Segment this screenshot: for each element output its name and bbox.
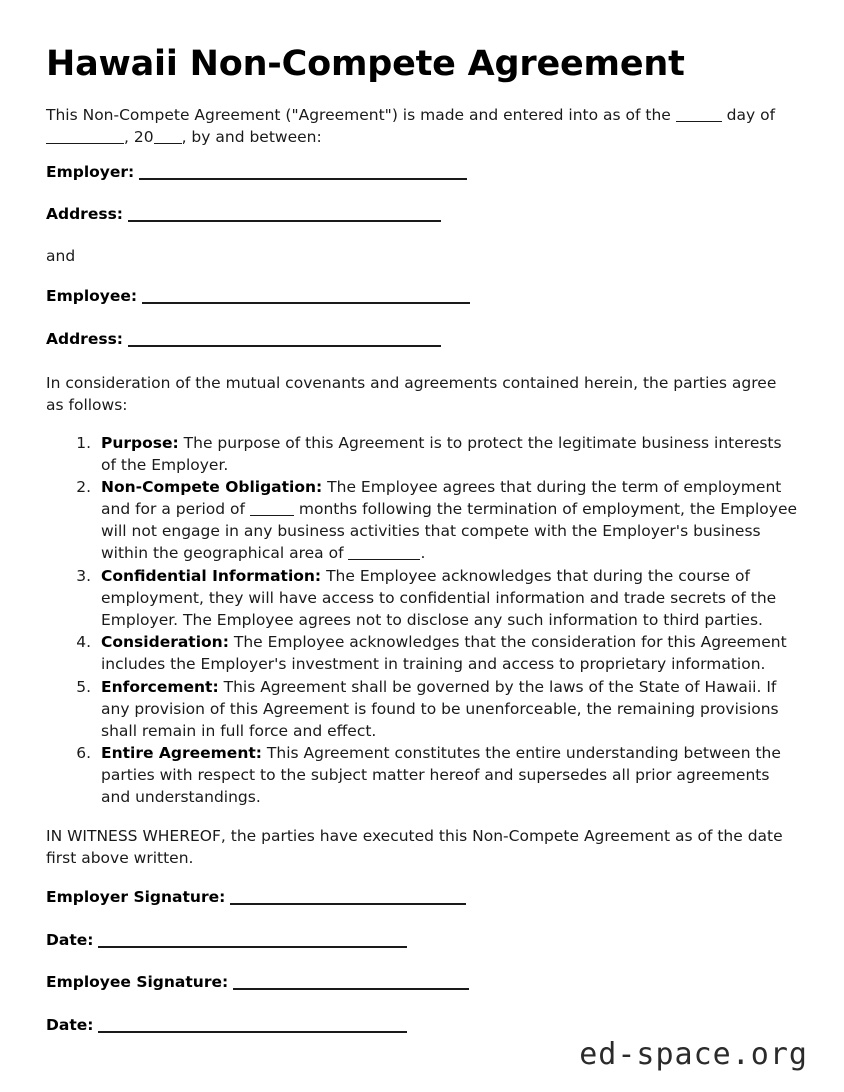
field-label-employer: Employer: — [46, 162, 135, 181]
list-item — [96, 676, 798, 742]
list-item — [96, 742, 798, 808]
term-heading-non-compete: Non-Compete Obligation: — [101, 478, 323, 497]
field-blank-employee[interactable] — [142, 302, 470, 304]
term-text-consideration: The Employee acknowledges that the consideration for this Agreement includes the Employer's investment in training and access to proprietary information. — [101, 633, 787, 674]
field-blank-employee-signature[interactable] — [233, 988, 469, 990]
intro-text-part3: , 20 — [124, 127, 154, 146]
field-label-employee-date: Date: — [46, 1016, 94, 1035]
page-title: Hawaii Non-Compete Agreement — [46, 44, 685, 84]
term-heading-enforcement: Enforcement: — [101, 677, 219, 696]
intro-text-part2: day of — [721, 105, 776, 124]
term-text-confidential: The Employee acknowledges that during the course of employment, they will have access to confidential information and trade secrets of the Employer. The Employee agrees not to disclose any such information to third parties. — [101, 566, 777, 629]
field-employer-address — [46, 204, 798, 226]
signature-block — [46, 887, 798, 1037]
field-label-employer-date: Date: — [46, 930, 94, 949]
term-text-enforcement: This Agreement shall be governed by the laws of the State of Hawaii. If any provision of this Agreement is found to be unenforceable, the remaining provisions shall remain in full force and effect. — [101, 677, 779, 740]
field-blank-employee-address[interactable] — [128, 345, 441, 347]
intro-text-part4: , by and between: — [181, 127, 322, 146]
blank-month — [46, 143, 124, 144]
term-heading-purpose: Purpose: — [101, 433, 179, 452]
terms-list — [46, 432, 798, 809]
term-heading-entire-agreement: Entire Agreement: — [101, 744, 262, 763]
field-label-employer-address: Address: — [46, 205, 123, 224]
term-heading-confidential: Confidential Information: — [101, 566, 322, 585]
term-heading-consideration: Consideration: — [101, 633, 229, 652]
list-item — [96, 565, 798, 631]
field-employee-date — [46, 1015, 798, 1037]
field-employer-date — [46, 930, 798, 952]
field-employee — [46, 286, 798, 308]
field-employee-address — [46, 329, 798, 351]
field-employer — [46, 162, 798, 184]
field-blank-employer[interactable] — [139, 178, 467, 180]
blank-year — [154, 143, 182, 144]
witness-paragraph: IN WITNESS WHEREOF, the parties have executed this Non-Compete Agreement as of the date first above written. — [46, 827, 783, 868]
consideration-paragraph: In consideration of the mutual covenants and agreements contained herein, the parties agree as follows: — [46, 373, 777, 414]
field-label-employee-address: Address: — [46, 329, 123, 348]
term-text-entire-agreement: This Agreement constitutes the entire understanding between the parties with respect to the subject matter hereof and supersedes all prior agreements and understandings. — [101, 744, 781, 807]
field-blank-employer-signature[interactable] — [230, 903, 466, 905]
field-label-employer-signature: Employer Signature: — [46, 888, 226, 907]
field-label-employee-signature: Employee Signature: — [46, 973, 229, 992]
blank-geographical-area — [348, 559, 420, 560]
field-blank-employee-date[interactable] — [98, 1031, 407, 1033]
term-text-non-compete-a: The Employee agrees that during the term of employment and for a period of — [101, 478, 782, 519]
list-item — [96, 432, 798, 476]
intro-text-part1: This Non-Compete Agreement ("Agreement") is made and entered into as of the — [46, 105, 676, 124]
term-text-non-compete-b: months following the termination of employment, the Employee will not engage in any business activities that compete with the Employer's business within the geographical area of — [101, 500, 798, 563]
list-item — [96, 476, 798, 564]
blank-months — [250, 515, 294, 516]
term-text-purpose: The purpose of this Agreement is to protect the legitimate business interests of the Employer. — [101, 433, 782, 474]
field-employer-signature — [46, 887, 798, 909]
field-blank-employer-address[interactable] — [128, 220, 441, 222]
intro-paragraph — [46, 104, 798, 148]
blank-day — [676, 121, 722, 122]
list-item — [96, 631, 798, 675]
field-employee-signature — [46, 972, 798, 994]
field-blank-employer-date[interactable] — [98, 946, 407, 948]
term-text-non-compete-c: . — [420, 544, 426, 563]
conjunction-and: and — [46, 247, 76, 266]
watermark: ed-space.org — [579, 1037, 808, 1072]
field-label-employee: Employee: — [46, 287, 138, 306]
